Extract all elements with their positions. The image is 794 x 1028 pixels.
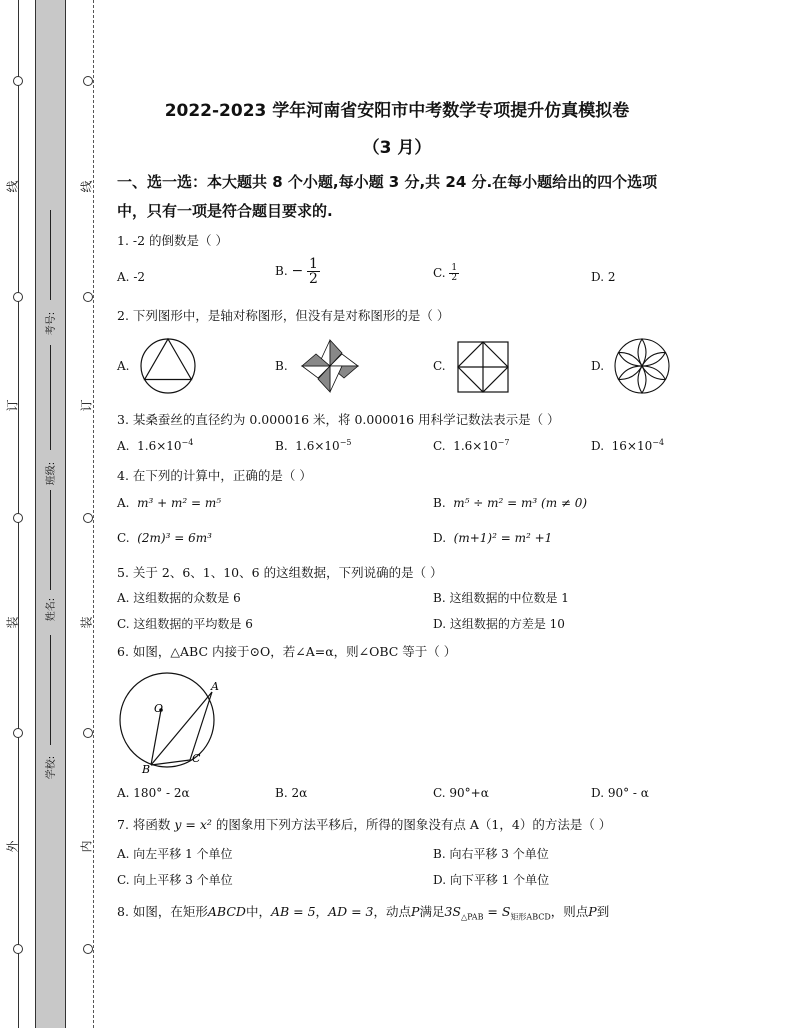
binding-hole — [13, 513, 23, 523]
binding-hole — [83, 728, 93, 738]
gray-bar-left-edge — [35, 0, 36, 1028]
q7-option-a[interactable]: A. 向左平移 1 个单位 — [117, 847, 233, 861]
field-class: 班级: — [46, 461, 58, 486]
q5-option-b[interactable]: B. 这组数据的中位数是 1 — [433, 591, 569, 605]
question-7-stem: 7. 将函数 y = x² 的图象用下列方法平移后，所得的图象没有点 A（1，4）的方法是（ ） — [117, 817, 612, 832]
q2-figure-d-flower-circle — [612, 336, 672, 396]
q5-option-c[interactable]: C. 这组数据的平均数是 6 — [117, 617, 253, 631]
q6-option-a[interactable]: A. 180° - 2α — [117, 786, 190, 800]
binding-hole — [83, 76, 93, 86]
binding-margin — [0, 0, 100, 1028]
q2-option-d-label[interactable]: D. — [591, 359, 605, 373]
q1-option-d-value: 2 — [607, 270, 616, 284]
q2-option-a-label[interactable]: A. — [117, 359, 130, 373]
q6-option-b[interactable]: B. 2α — [275, 786, 308, 800]
q6-point-o: O — [154, 702, 164, 715]
q3-option-d[interactable]: D. $16\times 10^{-4}$ — [591, 438, 665, 453]
q2-figure-b-pinwheel — [298, 336, 362, 396]
q6-point-b: B — [142, 763, 151, 776]
margin-char-xian-inner: 线 — [79, 180, 94, 193]
binding-hole — [13, 76, 23, 86]
q2-option-b-label[interactable]: B. — [275, 359, 288, 373]
q6-figure-inscribed-triangle — [114, 670, 224, 778]
binding-hole — [13, 292, 23, 302]
field-name: 姓名: — [46, 597, 58, 622]
school-line[interactable] — [50, 635, 51, 745]
q1-option-b-sign: − — [291, 263, 304, 279]
exam-title: 2022-2023 学年河南省安阳市中考数学专项提升仿真模拟卷 — [164, 101, 630, 121]
q6-option-c[interactable]: C. 90°+α — [433, 786, 489, 800]
q1-option-b[interactable] — [275, 257, 320, 286]
q2-figure-c-square-diamond — [456, 340, 510, 394]
margin-char-xian-outer: 线 — [5, 180, 20, 193]
question-6-stem: 6. 如图，△ABC 内接于⊙O，若∠A=α，则∠OBC 等于（ ） — [117, 644, 457, 659]
section-1-heading-line1: 一、选一选：本大题共 8 个小题,每小题 3 分,共 24 分.在每小题给出的四个选项 — [117, 173, 658, 191]
name-line[interactable] — [50, 490, 51, 590]
class-line[interactable] — [50, 345, 51, 450]
binding-hole — [13, 944, 23, 954]
q4-option-c-expr: (2m)³ = 6m³ — [137, 531, 212, 545]
margin-char-zhuang-inner: 装 — [79, 616, 94, 629]
q1-option-b-label: B. — [275, 264, 288, 278]
margin-char-ding-outer: 订 — [5, 399, 20, 412]
binding-hole — [83, 513, 93, 523]
field-school: 学校: — [46, 755, 58, 780]
q5-option-d[interactable]: D. 这组数据的方差是 10 — [433, 617, 565, 631]
q2-figure-a-circle-triangle — [138, 336, 198, 396]
q4-option-b-expr: m⁵ ÷ m² = m³ (m ≠ 0) — [453, 496, 588, 510]
question-5-stem: 5. 关于 2、6、1、10、6 的这组数据，下列说确的是（ ） — [117, 565, 443, 580]
q5-option-a[interactable]: A. 这组数据的众数是 6 — [117, 591, 241, 605]
margin-char-ding-inner: 订 — [79, 399, 94, 412]
question-8-stem: 8. 如图，在矩形ABCD中，AB = 5，AD = 3，动点P满足$3S_{\triangle PAB} = S_{矩形ABCD}$，则点P到 — [117, 904, 610, 922]
q7-option-b[interactable]: B. 向右平移 3 个单位 — [433, 847, 549, 861]
q1-option-a-value: -2 — [133, 270, 146, 284]
q3-option-b[interactable]: B. $1.6\times 10^{-5}$ — [275, 438, 352, 453]
q1-option-c-fraction: $\frac{1}{2}$ — [451, 263, 458, 283]
q7-option-c[interactable]: C. 向上平移 3 个单位 — [117, 873, 233, 887]
q6-point-c: C — [192, 752, 201, 765]
q1-option-a[interactable] — [117, 270, 145, 284]
q2-option-c-label[interactable]: C. — [433, 359, 446, 373]
q1-option-a-label: A. — [117, 270, 130, 284]
q1-option-d[interactable] — [591, 270, 615, 284]
q4-option-c[interactable]: C. (2m)³ = 6m³ — [117, 531, 212, 545]
question-2-stem: 2. 下列图形中，是轴对称图形，但没有是对称图形的是（ ） — [117, 308, 450, 323]
binding-hole — [13, 728, 23, 738]
gray-bar-right-edge — [65, 0, 66, 1028]
inner-cut-line — [93, 0, 94, 1028]
q4-option-a[interactable]: A. m³ + m² = m⁵ — [117, 496, 222, 510]
margin-char-wai: 外 — [5, 840, 20, 853]
question-1-stem: 1. -2 的倒数是（ ） — [117, 233, 229, 248]
question-4-stem: 4. 在下列的计算中，正确的是（ ） — [117, 468, 312, 483]
section-1-heading-line2: 中，只有一项是符合题目要求的. — [117, 202, 333, 220]
q4-option-d[interactable]: D. (m+1)² = m² +1 — [433, 531, 553, 545]
binding-hole — [83, 292, 93, 302]
q1-option-c-label: C. — [433, 266, 446, 280]
q1-option-d-label: D. — [591, 270, 605, 284]
q1-option-c[interactable] — [433, 264, 459, 283]
q6-option-d[interactable]: D. 90° - α — [591, 786, 649, 800]
q7-function-expr: y = x² — [174, 817, 212, 832]
q4-option-d-expr: (m+1)² = m² +1 — [453, 531, 553, 545]
q3-option-c[interactable]: C. $1.6\times 10^{-7}$ — [433, 438, 510, 453]
q4-option-b[interactable]: B. m⁵ ÷ m² = m³ (m ≠ 0) — [433, 496, 588, 510]
binding-hole — [83, 944, 93, 954]
q4-option-a-expr: m³ + m² = m⁵ — [137, 496, 222, 510]
exam-number-line[interactable] — [50, 210, 51, 300]
margin-char-zhuang-outer: 装 — [5, 616, 20, 629]
q6-point-a: A — [211, 680, 219, 693]
q1-option-b-fraction: $\frac{1}{2}$ — [309, 256, 318, 287]
field-exam-number: 考号: — [46, 311, 58, 336]
margin-char-nei: 内 — [79, 840, 94, 853]
exam-subtitle: （3 月） — [362, 138, 432, 158]
question-3-stem: 3. 某桑蚕丝的直径约为 0.000016 米，将 0.000016 用科学记数法表示是（ ） — [117, 412, 560, 427]
q7-option-d[interactable]: D. 向下平移 1 个单位 — [433, 873, 550, 887]
q3-option-a[interactable]: A. $1.6\times 10^{-4}$ — [117, 438, 194, 453]
